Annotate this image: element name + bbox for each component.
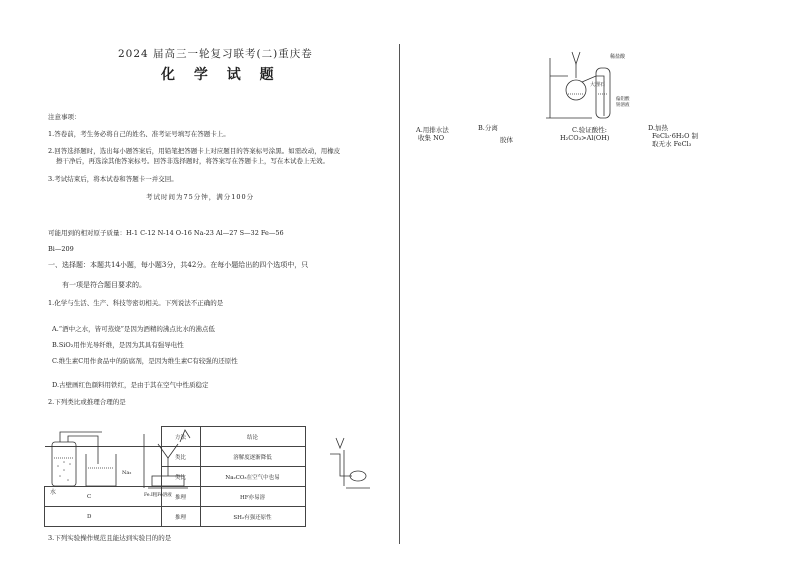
q3-apparatus: [544, 48, 654, 122]
q3-option-a: [416, 126, 449, 142]
q3-option-a-line1: A.用排水法: [416, 126, 449, 134]
q2-header-conclusion: 结论: [200, 427, 305, 447]
question-2-stem: 2.下列类比或推理合理的是: [48, 398, 126, 406]
q3-option-d-line3: 取无水 FeCl₃: [652, 140, 692, 148]
q1-option-b: B.SiO₂用作光导纤维，是因为其具有强导电性: [52, 341, 184, 349]
note-item: 3.考试结束后，将本试卷和答题卡一并交回。: [48, 175, 178, 183]
question-1-stem: 1.化学与生活、生产、科技等密切相关。下列说法不正确的是: [48, 299, 224, 307]
q3-option-b-line2: 胶体: [500, 136, 513, 144]
q2-apparatus-drawings: [40, 424, 400, 504]
q2-cell: HF亦易溶: [200, 487, 305, 507]
marble-label: 大理石: [590, 82, 606, 88]
q3-option-d-line2: FeCl₃·6H₂O 制: [652, 132, 699, 140]
exam-header: 2024 届高三一轮复习联考(二)重庆卷: [118, 48, 313, 60]
note-item: 1.答卷前，考生务必将自己的姓名、准考证号填写在答题卡上。: [48, 130, 230, 138]
q1-option-a: A.“酒中之水，皆可蒸烧”是因为酒精的沸点比水的沸点低: [52, 325, 215, 333]
q2-cell: 类比: [161, 467, 200, 487]
q3-option-c-line2: H₂CO₃>Al(OH): [560, 134, 610, 142]
note-item: 2.回答选择题时，选出每小题答案后，用铅笔把答题卡上对应题目的答案标号涂黑。如需改动，用橡皮: [48, 147, 341, 155]
q3-option-b: [478, 124, 513, 144]
q3-option-c: [560, 126, 609, 142]
q2-header-method: 方法: [161, 427, 200, 447]
solution-label-1: 偏铝酸: [616, 97, 630, 102]
exam-info: 考试时间为75分钟，满分100分: [146, 193, 255, 201]
section-heading-cont: 有一项是符合题目要求的。: [62, 281, 146, 289]
q3-option-d-line1: D.加热: [648, 124, 669, 132]
q2-cell: 推理: [161, 507, 200, 527]
q3-option-b-line1: B.分离: [478, 124, 498, 132]
question-3-stem: 3.下列实验操作规范且能达到实验目的的是: [48, 534, 172, 542]
atomic-masses-line1: 可能用到的相对原子质量：H-1 C-12 N-14 O-16 Na-23 Al—27 S—32 Fe—56: [48, 229, 284, 237]
q3-option-a-line2: 收集 NO: [418, 134, 445, 142]
notes-heading: 注意事项：: [48, 113, 81, 121]
acid-label: 稀盐酸: [610, 54, 626, 60]
solution-label-2: 钠溶液: [616, 103, 630, 108]
note-item: 擦干净后，再选涂其他答案标号。回答非选择题时，将答案写在答题卡上，写在本试卷上无效。: [56, 157, 329, 165]
q3-option-d: [648, 124, 698, 148]
q2-cell: Na₂CO₃在空气中也易: [200, 467, 305, 487]
page-title: 化 学 试 题: [161, 67, 281, 83]
q1-option-d: D.古壁画红色颜料用铁红，是由于其在空气中性质稳定: [52, 381, 209, 389]
q2-cell: 溶解度逐渐降低: [200, 447, 305, 467]
fe-label: Fe.I粗Fe溶液: [144, 493, 172, 498]
q2-row-label-d: D: [45, 507, 162, 527]
section-heading: 一、选择题：本题共14小题，每小题3分，共42分。在每小题给出的四个选项中，只: [48, 261, 309, 269]
na-label: Na₂: [122, 470, 132, 476]
q2-cell: 类比: [161, 447, 200, 467]
q3-option-c-line1: C.验证酸性:: [572, 126, 607, 134]
q2-row-label-c: C: [45, 487, 162, 507]
q2-cell: 推理: [161, 487, 200, 507]
water-label: 水: [50, 489, 57, 496]
q1-option-c: C.维生素C用作食品中的防腐剂，是因为维生素C有较强的还原性: [52, 357, 238, 365]
q2-cell: SH₂有强还原性: [200, 507, 305, 527]
atomic-masses-line2: Bi—209: [48, 245, 74, 253]
